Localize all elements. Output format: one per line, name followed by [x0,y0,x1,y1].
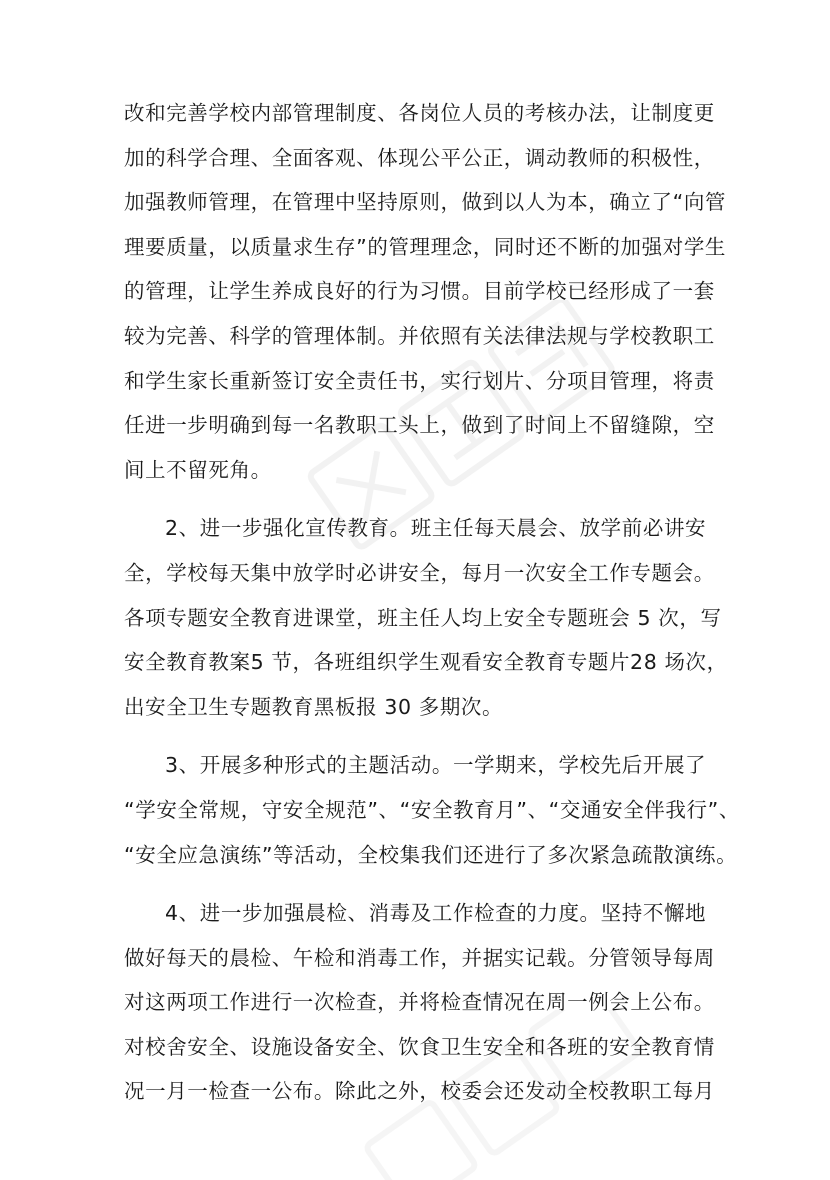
paragraph-publicity-education [124,506,728,729]
text-line: 对校舍安全、设施设备安全、饮食卫生安全和各班的安全教育情 [124,1034,715,1059]
text-line: 4、进一步加强晨检、消毒及工作检查的力度。坚持不懈地 [165,901,707,926]
text-line: 况一月一检查一公布。除此之外，校委会还发动全校教职工每月 [124,1079,715,1104]
document-body [124,91,740,1128]
paragraph-inspection [124,891,714,1114]
text-line: 任进一步明确到每一名教职工头上，做到了时间上不留缝隙，空 [124,413,715,438]
text-line: 全，学校每天集中放学时必讲安全，每月一次安全工作专题会。 [124,560,715,585]
text-line: “安全应急演练”等活动，全校集我们还进行了多次紧急疏散演练。 [124,842,738,867]
text-line: 各项专题安全教育进课堂，班主任人均上安全专题班会 5 次，写 [124,605,722,630]
paragraph-theme-activities [124,743,740,877]
text-line: 较为完善、科学的管理体制。并依照有关法律法规与学校教职工 [124,323,715,348]
text-line: 加强教师管理，在管理中坚持原则，做到以人为本，确立了“向管 [124,190,727,215]
text-line: 安全教育教案5 节，各班组织学生观看安全教育专题片28 场次， [124,650,728,675]
text-line: 和学生家长重新签订安全责任书，实行划片、分项目管理，将责 [124,368,715,393]
text-line: 加的科学合理、全面客观、体现公平公正，调动教师的积极性， [124,145,715,170]
text-line: 间上不留死角。 [124,457,272,482]
text-line: 的管理，让学生养成良好的行为习惯。目前学校已经形成了一套 [124,279,715,304]
text-line: 做好每天的晨检、午检和消毒工作，并据实记载。分管领导每周 [124,945,715,970]
text-line: 理要质量，以质量求生存”的管理理念，同时还不断的加强对学生 [124,234,727,259]
text-line: 出安全卫生专题教育黑板报 30 多期次。 [124,694,504,719]
paragraph-management [124,91,727,492]
text-line: 2、进一步强化宣传教育。班主任每天晨会、放学前必讲安 [165,516,707,541]
text-line: 对这两项工作进行一次检查，并将检查情况在周一例会上公布。 [124,990,715,1015]
text-line: 3、开展多种形式的主题活动。一学期来，学校先后开展了 [165,753,707,778]
text-line: “学安全常规，守安全规范”、“安全教育月”、“交通安全伴我行”、 [124,797,740,822]
text-line: 改和完善学校内部管理制度、各岗位人员的考核办法，让制度更 [124,101,715,125]
